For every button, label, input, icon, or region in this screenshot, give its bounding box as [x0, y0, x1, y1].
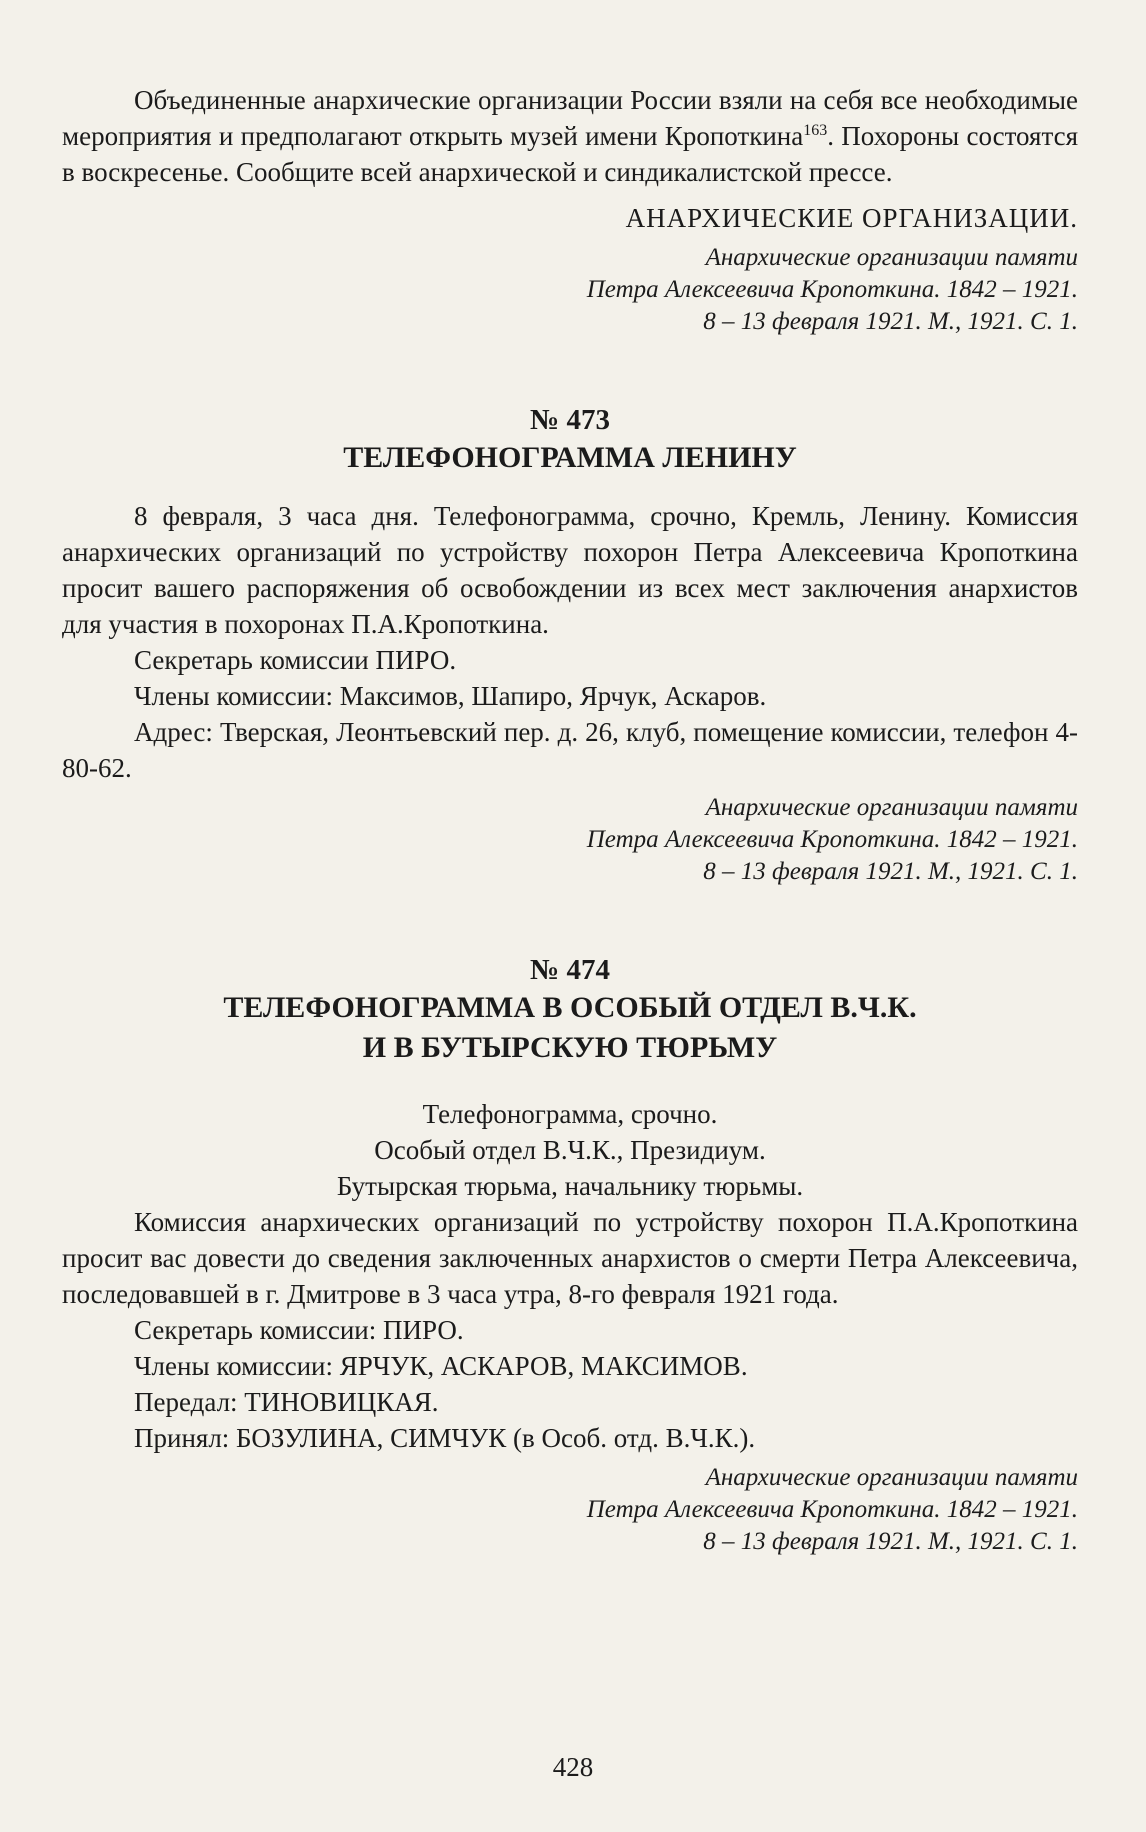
doc-474-title-line2: И В БУТЫРСКУЮ ТЮРЬМУ	[362, 1031, 778, 1064]
doc-474-sent-by: Передал: ТИНОВИЦКАЯ.	[134, 1387, 439, 1417]
intro-paragraph: Объединенные анархические организации России взяли на себя все необходимые мероприятия и предполагают открыть музей имени Кропоткина$^{163}$. Похороны состоятся в воскресенье. Сообщите всей анархической и синдикалистской прессе.	[62, 85, 1078, 187]
doc-474-source: Анархические организации памяти Петра Алексеевича Кропоткина. 1842 – 1921. 8 – 13 февраля 1921. М., 1921. С. 1.	[586, 1464, 1078, 1555]
doc-473-address: Адрес: Тверская, Леонтьевский пер. д. 26, клуб, помещение комиссии, телефон 4-80-62.	[62, 717, 1078, 783]
doc-474-members: Члены комиссии: ЯРЧУК, АСКАРОВ, МАКСИМОВ.	[134, 1351, 748, 1381]
doc-473-title: ТЕЛЕФОНОГРАММА ЛЕНИНУ	[343, 441, 797, 474]
doc-473-members: Члены комиссии: Максимов, Шапиро, Ярчук, Аскаров.	[134, 681, 767, 711]
intro-signature: АНАРХИЧЕСКИЕ ОРГАНИЗАЦИИ.	[625, 203, 1078, 233]
doc-474-number: № 474	[530, 954, 610, 986]
footnote-ref[interactable]: 163	[803, 122, 828, 139]
doc-473-number: № 473	[530, 404, 610, 436]
doc-474-received-by: Принял: БОЗУЛИНА, СИМЧУК (в Особ. отд. В.Ч.К.).	[134, 1423, 756, 1453]
doc-474-address-lines: Телефонограмма, срочно. Особый отдел В.Ч.К., Президиум. Бутырская тюрьма, начальнику тюрьмы.	[336, 1099, 804, 1201]
doc-473-secretary: Секретарь комиссии ПИРО.	[134, 645, 457, 675]
intro-source: Анархические организации памяти Петра Алексеевича Кропоткина. 1842 – 1921. 8 – 13 февраля 1921. М., 1921. С. 1.	[586, 244, 1078, 335]
doc-474-body: Комиссия анархических организаций по устройству похорон П.А.Кропоткина просит вас довести до сведения заключенных анархистов о смерти Петра Алексеевича, последовавшей в г. Дмитрове в 3 часа утра, 8-го февраля 1921 года.	[62, 1207, 1078, 1309]
doc-474-secretary: Секретарь комиссии: ПИРО.	[134, 1315, 464, 1345]
page-number: 428	[552, 1752, 594, 1782]
doc-473-source: Анархические организации памяти Петра Алексеевича Кропоткина. 1842 – 1921. 8 – 13 февраля 1921. М., 1921. С. 1.	[586, 794, 1078, 885]
doc-474-title-line1: ТЕЛЕФОНОГРАММА В ОСОБЫЙ ОТДЕЛ В.Ч.К.	[223, 991, 917, 1024]
doc-473-body: 8 февраля, 3 часа дня. Телефонограмма, срочно, Кремль, Ленину. Комиссия анархических организаций по устройству похорон Петра Алексеевича Кропоткина просит вашего распоряжения об освобождении из всех мест заключения анархистов для участия в похоронах П.А.Кропоткина.	[62, 501, 1078, 639]
document-page	[62, 82, 1078, 1558]
